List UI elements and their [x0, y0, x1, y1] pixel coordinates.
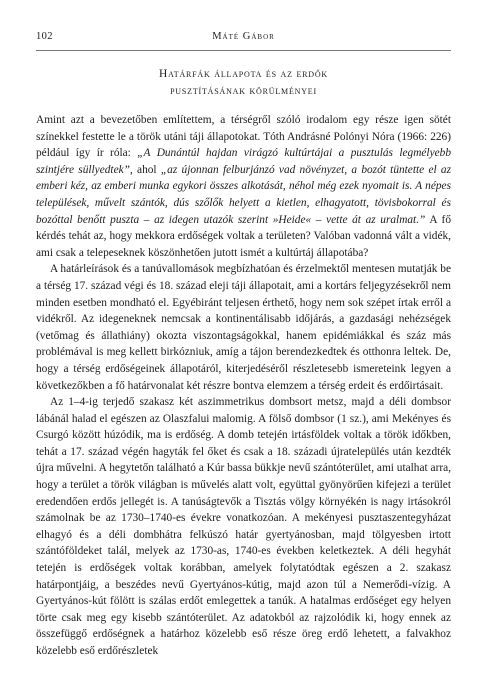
paragraph-text: , ahol	[129, 163, 161, 176]
section-title-line-2: pusztításának körülményei	[170, 85, 317, 97]
section-title-line-1: Határfák állapota és az erdők	[158, 68, 329, 80]
section-title	[60, 66, 427, 100]
running-author: Máté Gábor	[212, 31, 275, 42]
paragraph	[36, 261, 451, 394]
quotation-text: „A Dunántúl hajdan virágzó kultúrtájai a pusztulás legmélyebb szintjére süllyedtek”	[36, 147, 452, 176]
paragraph-text: A határleírások és a tanúvallomások megbízhatóan és érzelmektől mentesen mutatják be a térség 17. század végi és 18. század eleji táji állapotait, ami a kortárs feljegyzésekről nem minden esetben mondható el. Egyébiránt teljesen érthető, hogy nem sok szépet írtak erről a vidékről. Az idegeneknek nemcsak a kontinentálisabb időjárás, a gazdasági nehézségek (vetőmag és állathiány) okozta viszontagságokkal, hanem epidémiákkal és száz más problémával is meg kellett birkózniuk, amíg a tájon berendezkedtek és otthonra leltek. De, hogy a térség erdőségeinek állapotáról, kiterjedéséről részletesebb ismereteink legyen a következőkben a fő határvonalat két részre bontva elemzem a térség erdeit és erdőirtásait.	[36, 263, 451, 392]
paragraph	[36, 394, 451, 660]
paragraph-text: A fő kérdés tehát az, hogy mekkora erdőségek voltak a területen? Valóban vadonná vált a vidék, ami csak a telepeseknek köszönhetően jutott ismét a kultúrtáj állapotába?	[36, 213, 451, 259]
running-head	[36, 31, 451, 47]
page-number: 102	[36, 31, 53, 42]
body-text	[36, 112, 451, 660]
paragraph-text: Az 1–4-ig terjedő szakasz két aszimmetrikus dombsort metsz, majd a déli dombsor lábánál halad el egészen az Olaszfalui malomig. A fölső dombsor (1 sz.), ami Mekényes és Csurgó között húzódik, ma is erdőség. A domb tetején irtásföldek voltak a török időkben, tehát a 17. század végén hagyták fel őket és csak a 18. századi újratelepülés után kezdték újra művelni. A hegytetőn található a Kúr bassa bükkje nevű szántóterület, ami utalhat arra, hogy a terület a török világban is művelés alatt volt, együttal gyönyörűen kifejezi a terület eredendően erdős jellegét is. A tanúságtevők a Tisztás völgy környékén is nagy irtásokról számolnak be az 1730–1740-es évekre vonatkozóan. A mekényesi pusztaszentegyházat elhagyó és a déli dombhátra felkúszó határ gyertyánosban, majd tölgyesben irtott szántóföldeket talál, melyek az 1730-as, 1740-es években keletkeztek. A déli hegyhát tetején is erdőségek voltak korábban, amelyek folytatódtak egészen a 2. szakasz határpontjáig, a beszédes nevű Gyertyános-kútig, majd azon túl a Nemerődi-vízig. A Gyertyános-kút fölött is szálas erdőt emlegettek a tanúk. A hatalmas erdőséget egy helyen törte csak meg egy kisebb szántóterület. Az adatokból az rajzolódik ki, hogy ennek az összefüggő erdőségnek a határhoz közelebb eső része öreg erdő lehetett, a falvakhoz közelebb eső erdőrészletek	[36, 396, 451, 657]
header-rule	[36, 50, 451, 51]
quotation-text: „az újonnan felburjánzó vad növényzet, a bozót tüntette el az emberi kéz, az emberi munka egykori összes alkotását, néhol még ezek nyomait is. A népes települések, művelt szántók, dús szőlők helyett a kietlen, elhagyatott, tövisbokorral és bozóttal benőtt puszta – az idegen utazók szerint »Heide« – vette át az uralmat.”	[36, 163, 451, 226]
paragraph	[36, 112, 451, 261]
paragraph-text: Amint azt a bevezetőben említettem, a térségről szóló irodalom egy része igen sötét színekkel festette le a török utáni táji állapotokat. Tóth Andrásné Polónyi Nóra (1966: 226) például így ír róla:	[36, 114, 451, 160]
